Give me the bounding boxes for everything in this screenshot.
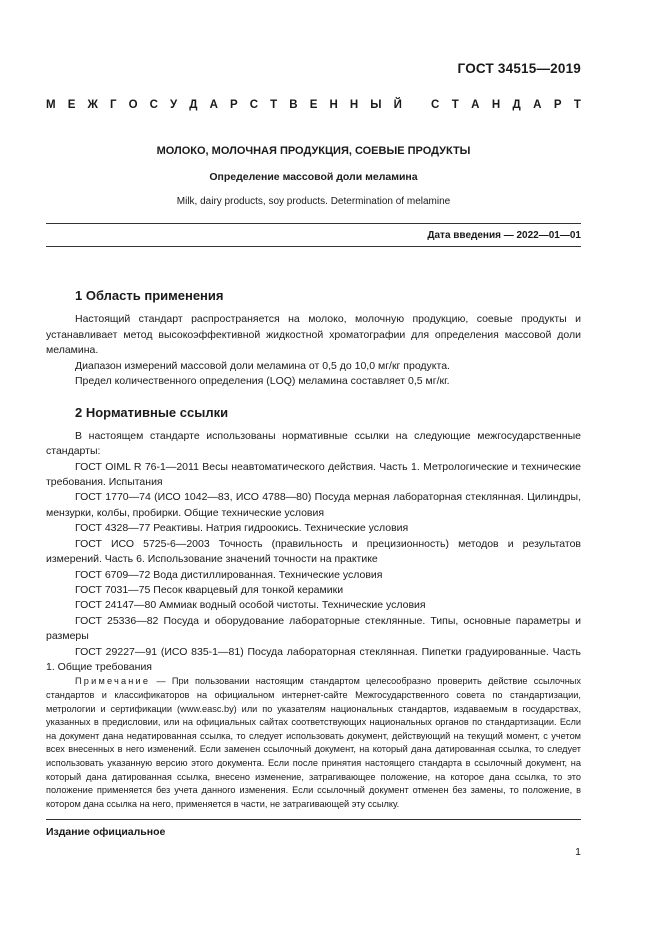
reference-item: ГОСТ 6709—72 Вода дистиллированная. Технические условия — [75, 568, 383, 581]
banner-letter: Т — [451, 99, 459, 111]
banner-letter: Ж — [87, 99, 98, 111]
banner-letter: О — [128, 99, 138, 111]
reference-item: ГОСТ 4328—77 Реактивы. Натрия гидроокись. Технические условия — [75, 522, 409, 535]
divider-footer — [46, 819, 581, 820]
banner-letter: Е — [67, 99, 76, 111]
divider-below-date — [46, 246, 581, 247]
banner-word-interstate — [46, 99, 402, 111]
banner-letter: У — [170, 99, 178, 111]
scope-paragraph: Предел количественного определения (LOQ) меламина составляет 0,5 мг/кг. — [75, 375, 450, 388]
banner-letter: С — [431, 99, 440, 111]
document-body — [46, 288, 581, 811]
reference-item: ГОСТ OIML R 76-1—2011 Весы неавтоматического действия. Часть 1. Метрологические и технические требования. Испытания — [46, 460, 581, 489]
scope-paragraph: Диапазон измерений массовой доли меламина от 0,5 до 10,0 мг/кг продукта. — [75, 359, 450, 372]
banner-letter: Ы — [370, 99, 382, 111]
banner-letter: Р — [553, 99, 562, 111]
banner-letter: Д — [189, 99, 198, 111]
standard-number: ГОСТ 34515—2019 — [457, 61, 581, 76]
banner-letter: А — [209, 99, 218, 111]
scope-paragraph: Настоящий стандарт распространяется на молоко, молочную продукцию, соевые продукты и устанавливает метод высокоэффективной жидкостной хроматографии для определения массовой доли меламина. — [46, 313, 581, 357]
banner-letter: Т — [270, 99, 278, 111]
section-heading-references: 2 Нормативные ссылки — [75, 405, 229, 421]
reference-item: ГОСТ 25336—82 Посуда и оборудование лабораторные стеклянные. Типы, основные параметры и размеры — [46, 614, 581, 643]
banner-letter: В — [289, 99, 298, 111]
banner-word-standard — [431, 99, 581, 111]
references-note — [46, 675, 581, 811]
standard-type-banner — [46, 99, 581, 111]
banner-letter: Р — [229, 99, 238, 111]
reference-item: ГОСТ 24147—80 Аммиак водный особой чистоты. Технические условия — [75, 599, 426, 612]
note-label: Примечание — [75, 676, 151, 687]
banner-letter: А — [533, 99, 542, 111]
section-heading-scope: 1 Область применения — [75, 288, 224, 303]
banner-letter: А — [471, 99, 480, 111]
banner-letter: Н — [491, 99, 501, 111]
divider-top — [46, 223, 581, 224]
document-subtitle: Определение массовой доли меламина — [209, 171, 418, 183]
english-title: Milk, dairy products, soy products. Determination of melamine — [176, 196, 451, 207]
banner-letter: С — [249, 99, 259, 111]
introduction-date: Дата введения — 2022—01—01 — [427, 230, 581, 241]
document-title: МОЛОКО, МОЛОЧНАЯ ПРОДУКЦИЯ, СОЕВЫЕ ПРОДУКТЫ — [156, 145, 471, 157]
banner-letter: Д — [512, 99, 521, 111]
banner-letter: Н — [329, 99, 338, 111]
banner-letter: Й — [393, 99, 402, 111]
reference-item: ГОСТ 7031—75 Песок кварцевый для тонкой керамики — [75, 583, 344, 596]
official-edition-label: Издание официальное — [46, 826, 166, 838]
banner-letter: М — [46, 99, 56, 111]
page-number: 1 — [575, 846, 581, 858]
banner-letter: Т — [573, 99, 581, 111]
banner-letter: Н — [349, 99, 359, 111]
reference-item: ГОСТ ИСО 5725-6—2003 Точность (правильность и прецизионность) методов и результатов измерений. Часть 6. Использование значений точности на практике — [46, 537, 581, 566]
banner-letter: Е — [309, 99, 318, 111]
banner-letter: С — [149, 99, 158, 111]
reference-item: ГОСТ 1770—74 (ИСО 1042—83, ИСО 4788—80) Посуда мерная лабораторная стеклянная. Цилиндры, мензурки, колбы, пробирки. Общие технические условия — [46, 491, 581, 519]
banner-letter: Г — [109, 99, 117, 111]
references-intro: В настоящем стандарте использованы нормативные ссылки на следующие межгосударственные стандарты: — [46, 429, 581, 458]
note-text: — При пользовании настоящим стандартом целесообразно проверить действие ссылочных стандартов и классификаторов на официальном интернет-сайте Межгосударственного совета по стандартизации, метрологии и сертификации (www.easc.by) или по указателям национальных стандартов, издаваемым в государствах, указанных в предисловии, или на официальных сайтах соответствующих национальных органов по стандартизации. Если на документ дана недатированная ссылка, то следует использовать документ, действующий на текущий момент, с учетом всех внесенных в него изменений. Если заменен ссылочный документ, на который дана датированная ссылка, то следует использовать указанную версию этого документа. Если после принятия настоящего стандарта в ссылочный документ, на который дана датированная ссылка, внесено изменение, затрагивающее положение, на которое дана ссылка, то это положение применяется без учета данного изменения. Если ссылочный документ отменен без замены, то положение, в котором дана ссылка на него, применяется в части, не затрагивающей эту ссылку. — [46, 676, 581, 809]
reference-item: ГОСТ 29227—91 (ИСО 835-1—81) Посуда лабораторная стеклянная. Пипетки градуированные. Часть 1. Общие требования — [46, 645, 581, 673]
